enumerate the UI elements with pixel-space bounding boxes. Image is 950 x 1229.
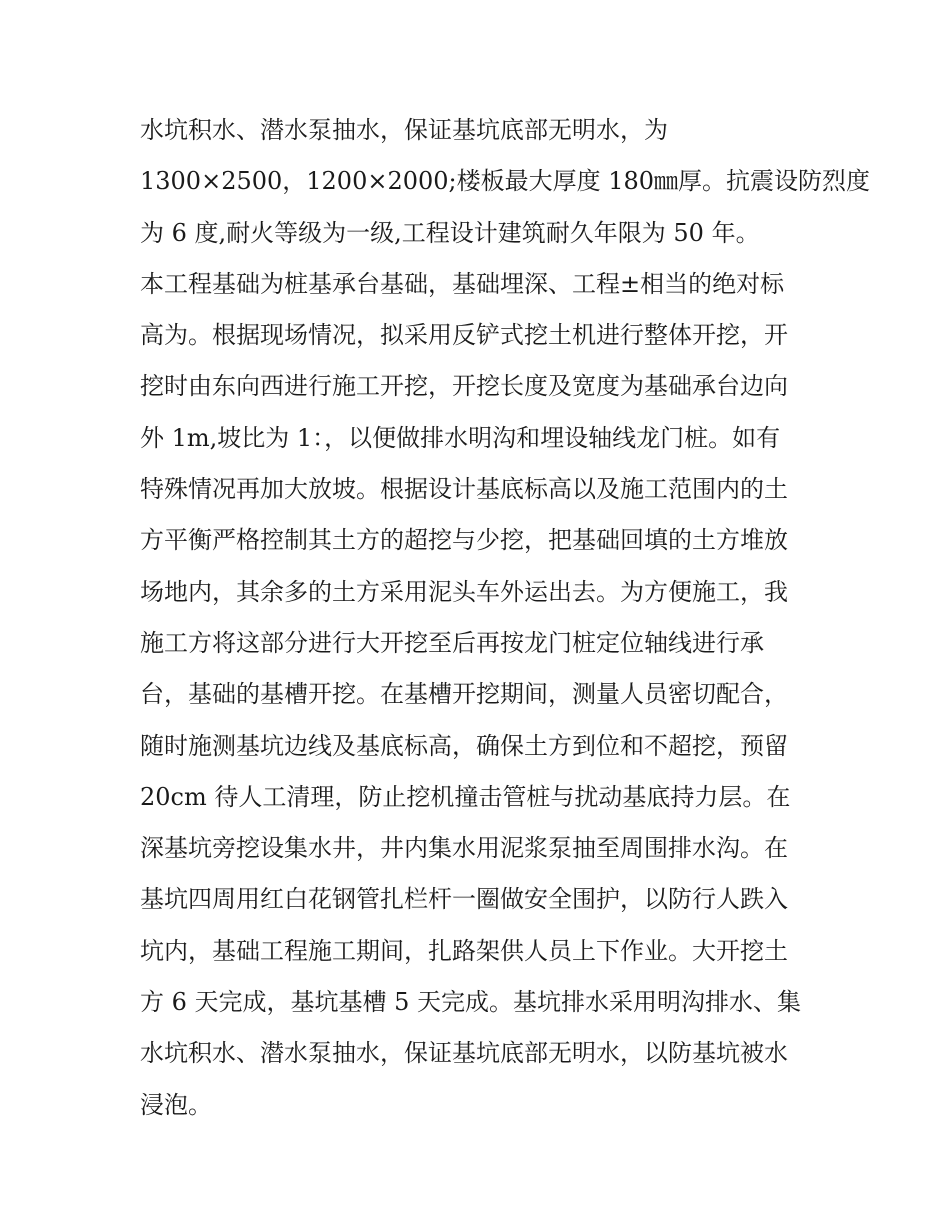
text-line: 坑内，基础工程施工期间，扎路架供人员上下作业。大开挖土 — [140, 936, 788, 965]
text-line: 施工方将这部分进行大开挖至后再按龙门桩定位轴线进行承 — [140, 628, 764, 657]
text-line: 本工程基础为桩基承台基础，基础埋深、工程±相当的绝对标 — [140, 269, 785, 298]
text-line: 水坑积水、潜水泵抽水，保证基坑底部无明水，为 — [140, 116, 668, 144]
text-line: 深基坑旁挖设集水井，井内集水用泥浆泵抽至周围排水沟。在 — [140, 834, 788, 863]
text-line: 外 1m,坡比为 1：，以便做排水明沟和埋设轴线龙门桩。如有 — [140, 423, 781, 452]
body-text — [140, 108, 871, 1134]
text-line: 水坑积水、潜水泵抽水，保证基坑底部无明水，以防基坑被水 — [140, 1039, 788, 1068]
text-line: 特殊情况再加大放坡。根据设计基底标高以及施工范围内的土 — [140, 475, 788, 504]
text-line: 台，基础的基槽开挖。在基槽开挖期间，测量人员密切配合， — [140, 680, 788, 709]
text-line: 浸泡。 — [140, 1090, 212, 1119]
text-line: 高为。根据现场情况，拟采用反铲式挖土机进行整体开挖，开 — [140, 321, 788, 350]
text-line: 随时施测基坑边线及基底标高，确保土方到位和不超挖，预留 — [140, 731, 788, 760]
text-line: 基坑四周用红白花钢管扎栏杆一圈做安全围护，以防行人跌入 — [140, 885, 788, 914]
text-line: 方 6 天完成，基坑基槽 5 天完成。基坑排水采用明沟排水、集 — [140, 988, 802, 1017]
text-line: 20cm 待人工清理，防止挖机撞击管桩与扰动基底持力层。在 — [140, 782, 791, 811]
text-line: 挖时由东向西进行施工开挖，开挖长度及宽度为基础承台边向 — [140, 372, 788, 401]
text-line: 1300×2500，1200×2000;楼板最大厚度 180㎜厚。抗震设防烈度 — [140, 167, 871, 196]
text-line: 为 6 度,耐火等级为一级,工程设计建筑耐久年限为 50 年。 — [140, 218, 760, 247]
text-line: 方平衡严格控制其土方的超挖与少挖，把基础回填的土方堆放 — [140, 526, 788, 555]
text-line: 场地内，其余多的土方采用泥头车外运出去。为方便施工，我 — [140, 577, 788, 606]
